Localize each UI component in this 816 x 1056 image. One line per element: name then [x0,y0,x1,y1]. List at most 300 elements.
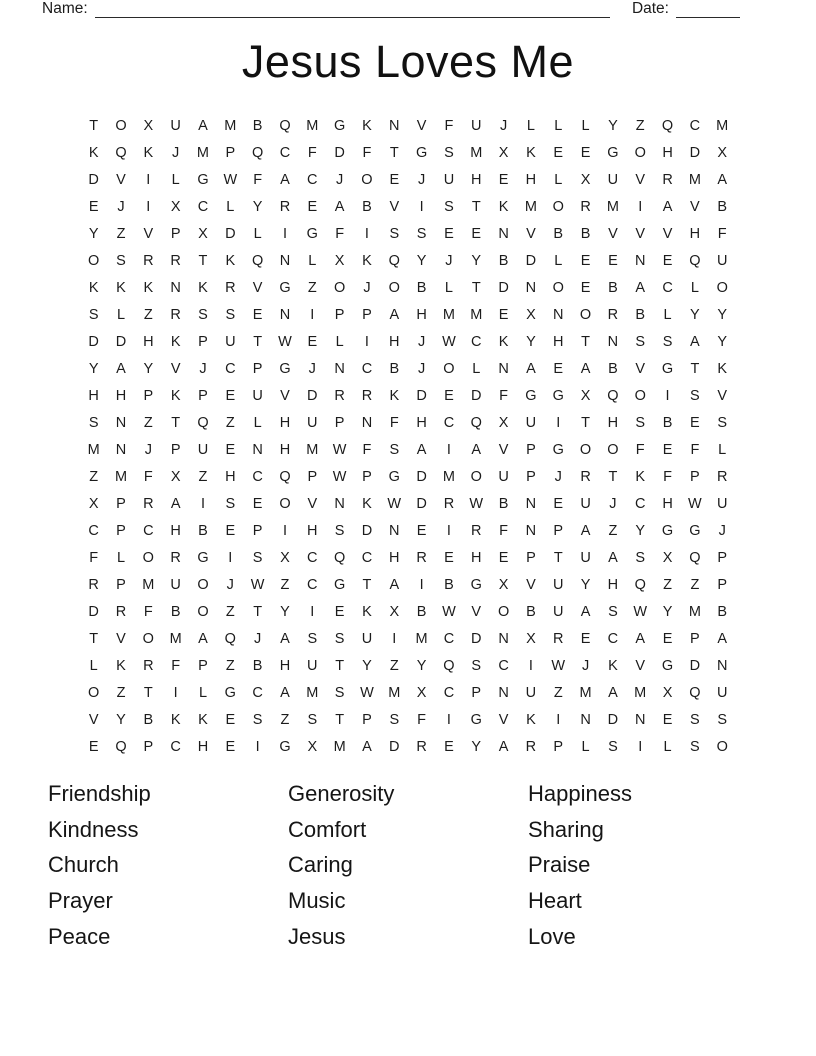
grid-letter: E [334,603,345,620]
grid-letter: L [663,738,672,755]
grid-letter: L [198,684,208,701]
grid-letter: X [334,252,345,269]
grid-letter: E [498,306,509,323]
word-list-item: Music [288,887,346,913]
grid-letter: L [171,171,180,188]
grid-letter: N [389,522,400,539]
grid-letter: S [690,711,700,728]
grid-letter: Q [115,144,127,161]
grid-letter: M [442,306,455,323]
grid-letter: Z [663,576,672,593]
grid-letter: H [197,738,209,755]
grid-letter: N [498,360,509,377]
grid-letter: H [662,495,673,512]
grid-letter: N [580,711,591,728]
grid-letter: I [392,630,397,647]
grid-letter: N [170,279,181,296]
grid-letter: C [252,468,263,485]
grid-letter: S [471,657,482,674]
grid-letter: M [606,198,619,215]
grid-letter: S [252,711,263,728]
grid-letter: V [526,576,536,593]
grid-letter: C [443,684,455,701]
grid-letter: O [716,738,728,755]
grid-letter: N [279,306,291,323]
grid-letter: A [498,738,509,755]
grid-letter: P [690,630,700,647]
grid-letter: D [689,144,701,161]
grid-letter: H [115,387,127,404]
grid-letter: L [335,333,344,350]
grid-letter: V [608,225,618,242]
grid-letter: P [553,738,564,755]
grid-letter: R [143,252,154,269]
grid-letter: V [252,279,263,296]
grid-letter: X [662,549,673,566]
grid-row [80,706,736,733]
grid-letter: C [443,630,455,647]
grid-letter: E [444,549,454,566]
grid-letter: Y [471,738,482,755]
grid-letter: H [307,522,318,539]
grid-letter: D [416,468,427,485]
grid-letter: Z [89,468,99,485]
grid-letter: N [361,414,373,431]
grid-letter: Y [690,306,700,323]
grid-letter: P [717,549,728,566]
grid-letter: K [608,657,618,674]
grid-letter: A [471,441,482,458]
grid-letter: A [334,198,345,215]
grid-letter: O [142,549,154,566]
grid-letter: W [250,576,265,593]
grid-letter: U [443,171,455,188]
grid-letter: I [310,603,315,620]
grid-letter: L [581,738,590,755]
grid-letter: G [552,387,564,404]
grid-letter: A [280,630,290,647]
grid-letter: D [88,603,99,620]
grid-letter: H [553,333,564,350]
grid-letter: E [662,252,673,269]
grid-letter: M [442,468,455,485]
grid-letter: J [117,198,125,215]
grid-letter: B [498,495,509,512]
grid-letter: D [416,387,427,404]
grid-letter: L [308,252,317,269]
grid-letter: L [116,306,126,323]
grid-letter: M [634,684,647,701]
grid-letter: L [444,279,453,296]
grid-letter: S [444,144,454,161]
grid-letter: O [470,468,482,485]
grid-letter: W [633,603,648,620]
grid-letter: Y [608,117,618,134]
grid-letter: B [608,360,618,377]
grid-letter: E [225,738,236,755]
grid-letter: Q [607,387,619,404]
grid-letter: Y [280,603,290,620]
grid-letter: E [580,279,591,296]
grid-letter: R [361,387,373,404]
grid-letter: L [253,225,262,242]
grid-row [80,220,736,247]
grid-letter: D [389,738,400,755]
grid-letter: B [444,576,454,593]
grid-letter: X [170,468,181,485]
grid-letter: T [198,252,208,269]
grid-letter: U [580,495,591,512]
grid-letter: K [143,144,154,161]
grid-letter: O [716,279,728,296]
grid-letter: D [307,387,318,404]
grid-letter: C [307,549,318,566]
grid-letter: S [662,333,673,350]
grid-letter: U [553,603,564,620]
grid-letter: M [196,144,210,161]
grid-letter: C [471,333,482,350]
grid-letter: W [442,333,456,350]
grid-letter: A [635,279,646,296]
grid-letter: J [226,576,234,593]
grid-letter: E [662,711,673,728]
word-list-item: Praise [528,852,591,878]
grid-letter: Q [689,549,701,566]
grid-letter: N [334,360,345,377]
grid-letter: C [607,630,619,647]
grid-letter: V [471,603,482,620]
grid-letter: O [197,603,209,620]
grid-letter: X [662,684,673,701]
grid-letter: X [526,630,536,647]
grid-letter: G [197,549,209,566]
grid-letter: J [199,360,207,377]
grid-letter: G [689,522,701,539]
date-fill-line [676,2,740,18]
grid-letter: M [716,117,729,134]
grid-letter: D [471,387,482,404]
grid-letter: E [225,387,236,404]
word-list-column [288,776,528,954]
grid-letter: X [389,603,400,620]
word-list-item: Comfort [288,816,367,842]
word-list-item: Love [528,923,576,949]
grid-letter: C [443,414,455,431]
grid-letter: K [170,387,181,404]
word-list-column [528,776,768,954]
grid-letter: V [498,711,509,728]
grid-letter: M [470,144,483,161]
grid-letter: R [471,522,482,539]
grid-letter: A [170,495,181,512]
grid-letter: Z [280,711,290,728]
grid-letter: E [444,387,454,404]
grid-letter: A [580,360,591,377]
grid-letter: I [638,738,643,755]
grid-letter: D [115,333,127,350]
grid-letter: R [580,198,591,215]
grid-row [80,436,736,463]
grid-letter: B [526,603,536,620]
grid-letter: H [607,576,619,593]
grid-letter: S [717,711,728,728]
grid-letter: F [171,657,181,674]
grid-letter: Q [689,684,701,701]
grid-letter: J [308,360,316,377]
grid-letter: Y [143,360,154,377]
grid-letter: J [718,522,726,539]
grid-letter: D [689,657,701,674]
grid-letter: L [581,117,590,134]
grid-letter: S [635,414,646,431]
grid-letter: N [498,630,509,647]
grid-letter: C [361,360,373,377]
grid-letter: A [416,441,427,458]
grid-row [80,139,736,166]
grid-letter: F [417,711,427,728]
grid-letter: A [717,171,728,188]
grid-row [80,193,736,220]
grid-letter: J [254,630,262,647]
grid-letter: P [334,306,345,323]
grid-letter: W [223,171,238,188]
grid-letter: P [334,414,345,431]
grid-letter: V [662,225,673,242]
grid-letter: C [170,738,181,755]
grid-letter: P [116,522,126,539]
grid-letter: L [554,171,563,188]
grid-letter: G [661,657,674,674]
grid-letter: Z [635,117,645,134]
grid-letter: H [662,144,673,161]
grid-letter: Y [416,252,427,269]
grid-letter: Z [389,657,399,674]
grid-letter: D [416,495,427,512]
grid-letter: Q [443,657,455,674]
word-list-item: Jesus [288,923,346,949]
grid-letter: V [498,441,509,458]
grid-letter: X [143,117,154,134]
grid-letter: U [716,252,728,269]
grid-letter: I [364,225,369,242]
grid-letter: A [389,306,400,323]
grid-letter: Z [280,576,290,593]
grid-letter: T [581,414,590,431]
grid-letter: W [688,495,702,512]
grid-letter: P [526,468,536,485]
grid-letter: J [554,468,562,485]
grid-letter: I [446,711,451,728]
grid-letter: E [580,630,591,647]
grid-letter: A [280,684,290,701]
grid-letter: T [143,684,153,701]
name-label: Name: [42,0,88,17]
grid-letter: S [307,630,318,647]
grid-letter: D [361,522,373,539]
grid-letter: P [143,387,154,404]
grid-letter: X [498,576,509,593]
grid-letter: R [334,387,345,404]
grid-letter: W [551,657,566,674]
grid-letter: X [526,306,536,323]
grid-letter: P [198,333,208,350]
grid-letter: F [253,171,263,188]
grid-letter: V [88,711,99,728]
grid-letter: T [335,711,345,728]
grid-letter: Y [88,225,99,242]
grid-letter: X [580,387,591,404]
grid-letter: Q [689,252,701,269]
grid-letter: E [389,171,400,188]
grid-letter: J [363,279,371,296]
grid-letter: S [307,711,318,728]
grid-letter: E [553,360,564,377]
grid-letter: D [88,333,99,350]
grid-letter: N [498,225,509,242]
grid-letter: G [470,576,482,593]
grid-letter: A [389,576,400,593]
grid-letter: R [716,468,728,485]
grid-letter: C [307,171,318,188]
grid-letter: R [607,306,619,323]
grid-letter: M [470,306,483,323]
grid-letter: G [470,711,482,728]
grid-letter: M [114,468,128,485]
grid-letter: A [362,738,372,755]
grid-letter: C [225,360,236,377]
grid-letter: R [115,603,127,620]
grid-letter: R [416,549,427,566]
grid-letter: S [334,684,345,701]
grid-row [80,463,736,490]
grid-letter: F [143,603,153,620]
grid-letter: S [690,738,700,755]
grid-letter: C [634,495,646,512]
grid-letter: G [197,171,209,188]
grid-letter: R [170,252,181,269]
grid-letter: D [498,279,509,296]
grid-letter: J [335,171,344,188]
grid-letter: M [688,603,701,620]
grid-letter: V [143,225,154,242]
grid-letter: M [415,630,428,647]
grid-letter: P [471,684,482,701]
grid-letter: W [360,684,374,701]
grid-letter: N [525,495,537,512]
grid-letter: P [526,441,536,458]
grid-letter: M [306,684,319,701]
grid-letter: I [638,198,643,215]
grid-letter: T [335,657,345,674]
grid-letter: B [143,711,154,728]
grid-letter: E [498,171,509,188]
grid-letter: Q [251,144,264,161]
word-list-item: Church [48,852,119,878]
grid-letter: J [417,171,426,188]
grid-letter: N [553,306,564,323]
grid-letter: S [334,630,345,647]
grid-row [80,409,736,436]
grid-letter: A [526,360,536,377]
grid-letter: T [253,333,263,350]
grid-letter: J [445,252,453,269]
grid-letter: V [170,360,181,377]
grid-letter: V [635,171,646,188]
grid-letter: D [88,171,99,188]
grid-letter: I [419,198,424,215]
grid-letter: E [580,144,591,161]
grid-letter: A [198,117,208,134]
grid-letter: E [553,144,564,161]
grid-letter: T [608,468,618,485]
grid-letter: C [689,117,701,134]
grid-letter: A [580,603,591,620]
grid-letter: S [389,225,400,242]
grid-letter: P [362,711,372,728]
grid-letter: E [225,522,236,539]
grid-letter: E [307,198,318,215]
grid-letter: A [690,333,700,350]
grid-row [80,517,736,544]
word-list-item: Caring [288,852,353,878]
grid-letter: M [388,684,401,701]
grid-letter: L [718,441,727,458]
grid-letter: G [279,738,291,755]
grid-letter: R [553,630,564,647]
grid-letter: F [335,225,345,242]
grid-row [80,490,736,517]
grid-letter: A [662,198,673,215]
grid-letter: S [635,549,646,566]
grid-letter: D [334,144,345,161]
grid-letter: R [225,279,236,296]
grid-letter: Q [115,738,127,755]
grid-letter: E [580,252,591,269]
grid-letter: R [143,657,154,674]
grid-row [80,544,736,571]
grid-letter: N [716,657,728,674]
grid-letter: Z [307,279,317,296]
grid-letter: U [170,117,181,134]
grid-letter: Q [279,468,291,485]
grid-letter: Z [143,306,153,323]
grid-letter: S [608,603,618,620]
grid-letter: P [143,738,154,755]
grid-letter: A [717,630,728,647]
grid-letter: I [419,576,424,593]
grid-letter: Y [362,657,372,674]
grid-letter: X [580,171,591,188]
grid-letter: G [333,117,346,134]
grid-letter: E [662,630,673,647]
grid-letter: U [580,549,591,566]
grid-letter: E [88,198,99,215]
grid-letter: S [88,414,99,431]
grid-letter: O [279,495,291,512]
grid-letter: G [279,360,291,377]
grid-letter: P [198,387,208,404]
grid-letter: H [389,333,400,350]
grid-row [80,274,736,301]
grid-letter: G [388,468,400,485]
word-list-column [48,776,288,954]
grid-letter: I [200,495,205,512]
grid-letter: N [334,495,345,512]
grid-letter: M [169,630,182,647]
grid-letter: P [225,144,236,161]
grid-letter: V [690,198,700,215]
grid-letter: X [498,144,509,161]
